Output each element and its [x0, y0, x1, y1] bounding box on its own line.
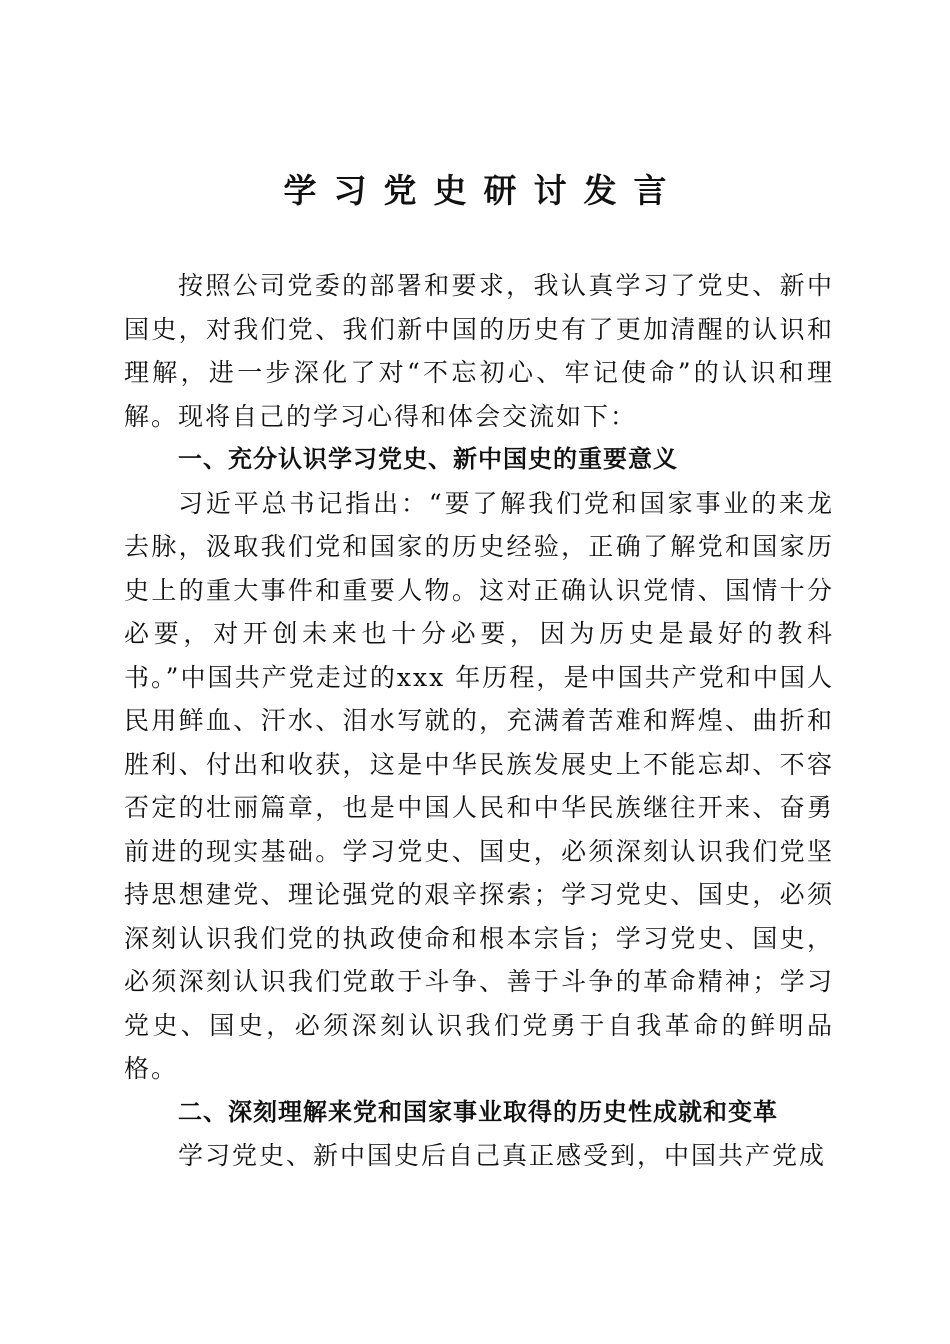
- section-heading-1: 一、充分认识学习党史、新中国史的重要意义: [178, 445, 678, 473]
- document-body: [124, 264, 834, 1178]
- section-2-paragraph: 学习党史、新中国史后自己真正感受到，中国共产党成: [178, 1141, 827, 1170]
- section-1-paragraph: 习近平总书记指出：“要了解我们党和国家事业的来龙去脉，汲取我们党和国家的历史经验，正确了解党和国家历史上的重大事件和重要人物。这对正确认识党情、国情十分必要，对开创未来也十分必要，因为历史是最好的教科书。”中国共产党走过的xxx 年历程，是中国共产党和中国人民用鲜血、汗水、泪水写就的，充满着苦难和辉煌、曲折和胜利、付出和收获，这是中华民族发展史上不能忘却、不容否定的壮丽篇章，也是中国人民和中华民族继往开来、奋勇前进的现实基础。学习党史、国史，必须深刻认识我们党坚持思想建党、理论强党的艰辛探索；学习党史、国史，必须深刻认识我们党的执政使命和根本宗旨；学习党史、国史，必须深刻认识我们党敢于斗争、善于斗争的革命精神；学习党史、国史，必须深刻认识我们党勇于自我革命的鲜明品格。: [124, 488, 834, 1083]
- section-heading-2: 二、深刻理解来党和国家事业取得的历史性成就和变革: [178, 1097, 778, 1126]
- page-title: 学习党史研讨发言: [283, 171, 684, 210]
- intro-paragraph: 按照公司党委的部署和要求，我认真学习了党史、新中国史，对我们党、我们新中国的历史有了更加清醒的认识和理解，进一步深化了对“不忘初心、牢记使命”的认识和理解。现将自己的学习心得和体会交流如下：: [124, 271, 834, 431]
